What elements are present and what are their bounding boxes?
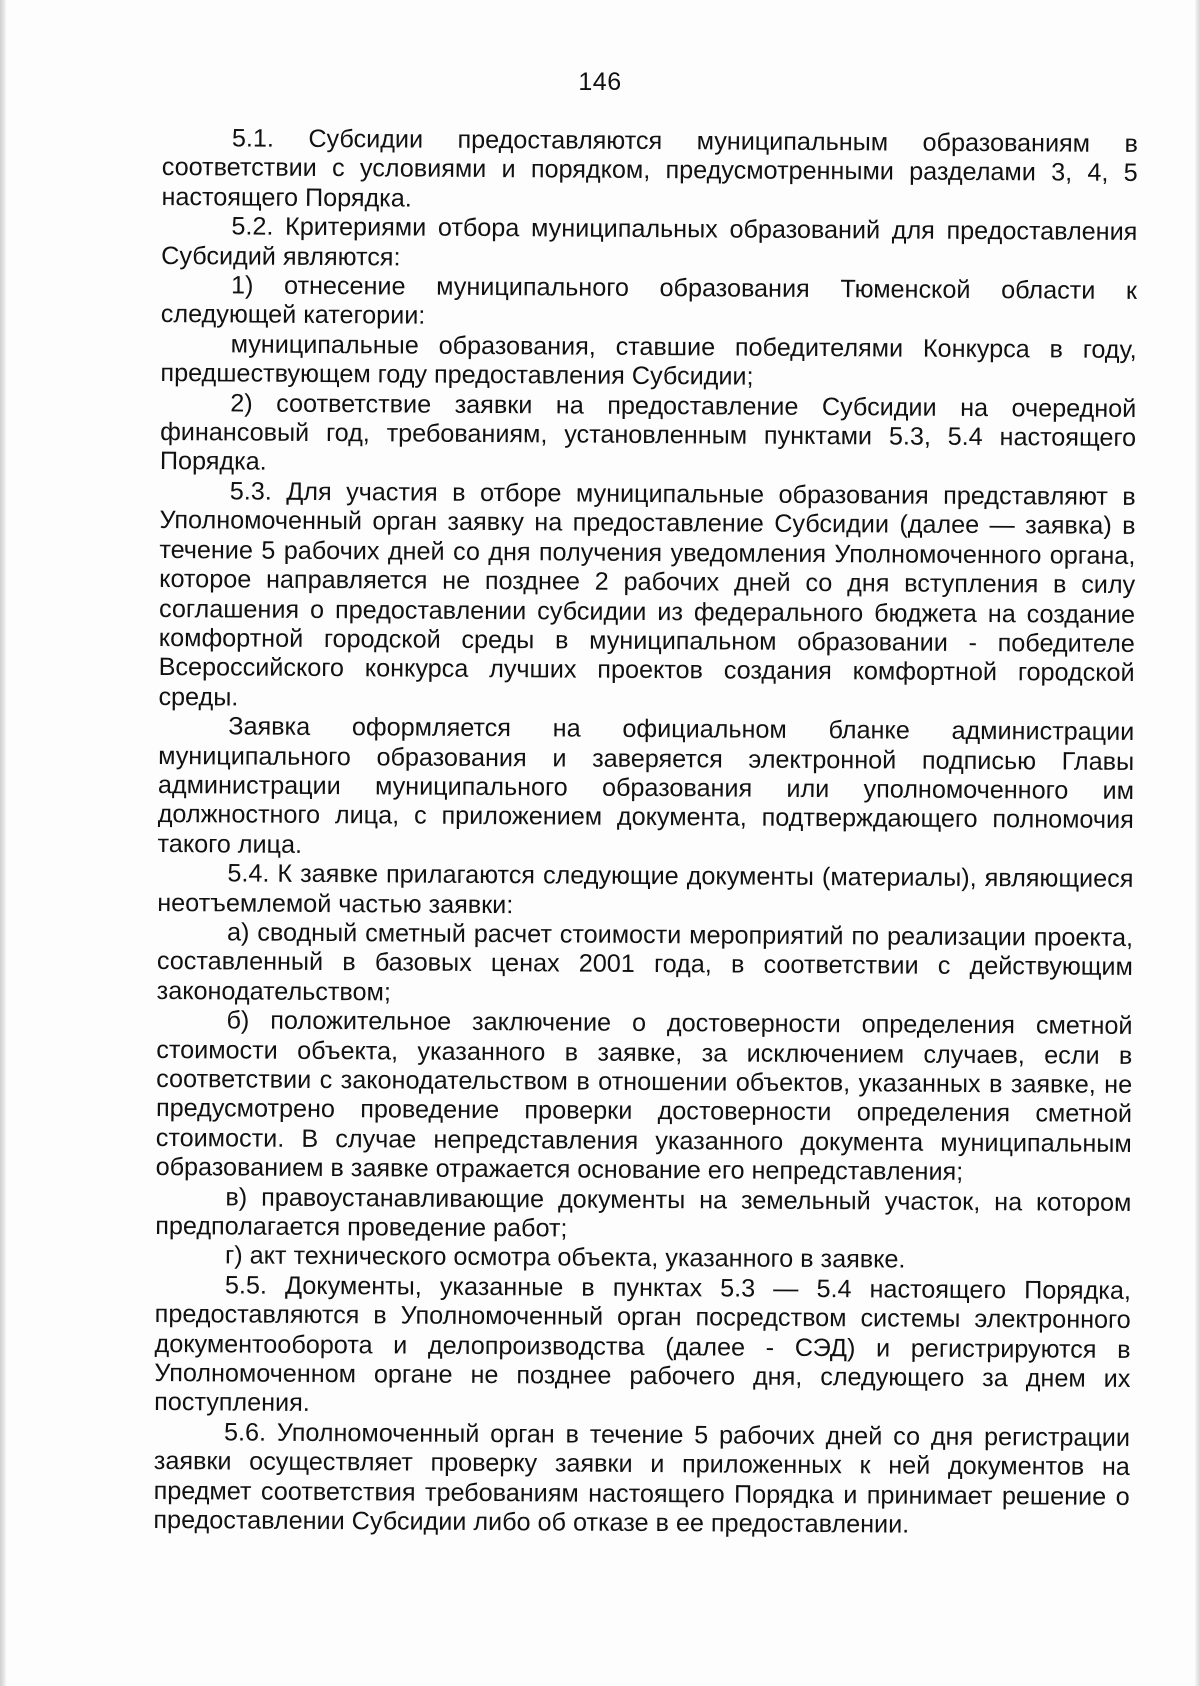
paragraph-5-4: 5.4. К заявке прилагаются следующие документы (материалы), являющиеся неотъемлемой частью заявки: [157,859,1134,919]
document-body [153,124,1138,1541]
page-number: 146 [578,68,622,96]
scan-edge-right [1195,0,1200,1686]
paragraph-5-4-item-g: г) акт технического осмотра объекта, указанного в заявке. [225,1241,906,1274]
paragraph-5-4-item-v: в) правоустанавливающие документы на земельный участок, на котором предполагается проведение работ; [155,1183,1132,1243]
paragraph-5-2: 5.2. Критериями отбора муниципальных образований для предоставления Субсидий являются: [161,212,1138,272]
paragraph-5-2-item-2: 2) соответствие заявки на предоставление Субсидии на очередной финансовый год, требованиям, установленным пунктами 5.3, 5.4 настоящего Порядка. [159,389,1137,477]
paragraph-5-4-item-a: а) сводный сметный расчет стоимости мероприятий по реализации проекта, составленный в базовых ценах 2001 года, в соответствии с действующим законодательством; [156,918,1134,1007]
paragraph-5-2-item-1-category: муниципальные образования, ставшие победителями Конкурса в году, предшествующем году предоставления Субсидии; [160,330,1137,391]
scan-edge-left [0,0,6,1686]
paragraph-5-5: 5.5. Документы, указанные в пунктах 5.3 — 5.4 настоящего Порядка, предоставляются в Уполномоченный орган посредством системы электронного документооборота и делопроизводства (далее - СЭД) и регистрируются в Уполномоченном органе не позднее рабочего дня, следующего за днем их поступления. [154,1271,1131,1418]
paragraph-5-3-application-form: Заявка оформляется на официальном бланке администрации муниципального образования и заверяется электронной подписью Главы администрации муниципального образования или уполномоченного им должностного лица, с приложением документа, подтверждающего полномочия такого лица. [157,712,1135,859]
paragraph-5-1: 5.1. Субсидии предоставляются муниципальным образованиям в соответствии с условиями и порядком, предусмотренными разделами 3, 4, 5 настоящего Порядка. [161,124,1138,213]
paragraph-5-6: 5.6. Уполномоченный орган в течение 5 рабочих дней со дня регистрации заявки осуществляет проверку заявки и приложенных к ней документов на предмет соответствия требованиям настоящего Порядка и принимает решение о предоставлении Субсидии либо об отказе в ее предоставлении. [153,1418,1131,1539]
paragraph-5-3: 5.3. Для участия в отборе муниципальные образования представляют в Уполномоченный орган заявку на предоставление Субсидии (далее — заявка) в течение 5 рабочих дней со дня получения уведомления Уполномоченного органа, которое направляется не позднее 2 рабочих дней со дня вступления в силу соглашения о предоставлении субсидии из федерального бюджета на создание комфортной городской среды в муниципальном образовании - победителе Всероссийского конкурса лучших проектов создания комфортной городской среды. [158,477,1136,712]
paragraph-5-4-item-b: б) положительное заключение о достоверности определения сметной стоимости объекта, указанного в заявке, за исключением случаев, если в соответствии с законодательством в отношении объектов, указанных в заявке, не предусмотрено проведение проверки достоверности определения сметной стоимости. В случае непредставления указанного документа муниципальным образованием в заявке отражается основание его непредставления; [155,1006,1133,1187]
paragraph-5-2-item-1: 1) отнесение муниципального образования Тюменской области к следующей категории: [160,271,1138,331]
